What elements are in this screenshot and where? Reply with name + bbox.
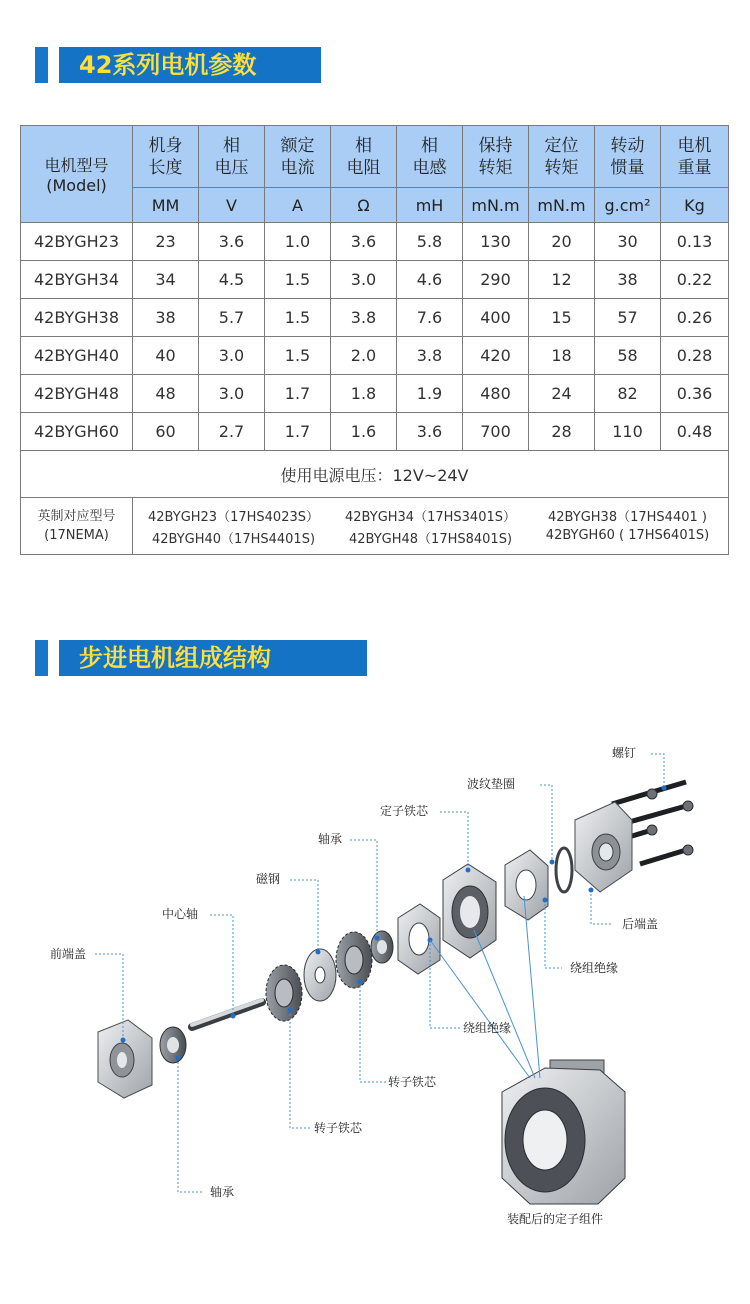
model-cell: 42BYGH60 xyxy=(21,413,133,451)
value-cell: 0.28 xyxy=(661,337,729,375)
nema-label-cell xyxy=(21,498,133,555)
value-cell: 7.6 xyxy=(397,299,463,337)
value-cell: 5.8 xyxy=(397,223,463,261)
header-unit-7: g.cm² xyxy=(595,188,661,223)
table-row xyxy=(21,223,729,261)
header-unit-0: MM xyxy=(133,188,199,223)
value-cell: 130 xyxy=(463,223,529,261)
value-cell: 20 xyxy=(529,223,595,261)
header-col-label: 转动 xyxy=(610,135,645,156)
header-col-label: 电压 xyxy=(214,157,249,178)
rotor-core-2-part xyxy=(336,932,372,988)
winding-insulation-part xyxy=(505,850,548,920)
label-rotor-core-1: 转子铁芯 xyxy=(314,1121,363,1135)
value-cell: 1.0 xyxy=(265,223,331,261)
center-shaft-part xyxy=(192,1000,262,1027)
value-cell: 110 xyxy=(595,413,661,451)
value-cell: 1.5 xyxy=(265,337,331,375)
banner-accent-bar xyxy=(35,640,48,676)
value-cell: 28 xyxy=(529,413,595,451)
value-cell: 420 xyxy=(463,337,529,375)
value-cell: 480 xyxy=(463,375,529,413)
value-cell: 0.26 xyxy=(661,299,729,337)
header-col-label: 长度 xyxy=(148,157,183,178)
model-cell: 42BYGH38 xyxy=(21,299,133,337)
header-col-label: 电阻 xyxy=(346,157,381,178)
header-model-label: 电机型号 xyxy=(44,156,109,175)
header-col-label: 保持 xyxy=(478,135,513,156)
value-cell: 3.6 xyxy=(397,413,463,451)
table-row xyxy=(21,375,729,413)
label-winding-insulation-right: 绕组绝缘 xyxy=(570,961,619,975)
label-assembled-stator: 装配后的定子组件 xyxy=(507,1212,604,1226)
header-unit-3: Ω xyxy=(331,188,397,223)
front-cover-part xyxy=(98,1020,152,1098)
header-col-5 xyxy=(463,126,529,188)
nema-label: (17NEMA) xyxy=(44,528,109,543)
label-bearing-bottom: 轴承 xyxy=(210,1185,235,1199)
wave-washer-part xyxy=(556,848,572,892)
nema-map-item: 42BYGH60 ( 17HS6401S) xyxy=(545,527,710,543)
banner-accent-bar xyxy=(35,47,48,83)
value-cell: 38 xyxy=(595,261,661,299)
spec-table xyxy=(20,125,729,555)
value-cell: 3.6 xyxy=(331,223,397,261)
header-col-0 xyxy=(133,126,199,188)
header-model-cell xyxy=(21,126,133,223)
rear-cover-part xyxy=(575,802,632,892)
nema-map-item: 42BYGH48（17HS8401S) xyxy=(348,531,513,547)
header-col-label: 机身 xyxy=(148,135,183,156)
model-cell: 42BYGH40 xyxy=(21,337,133,375)
model-cell: 42BYGH48 xyxy=(21,375,133,413)
value-cell: 1.5 xyxy=(265,299,331,337)
header-unit-6: mN.m xyxy=(529,188,595,223)
label-rotor-core-2: 转子铁芯 xyxy=(388,1075,437,1089)
header-col-7 xyxy=(595,126,661,188)
label-front-cover: 前端盖 xyxy=(50,947,87,961)
value-cell: 700 xyxy=(463,413,529,451)
section-title: 42系列电机参数 xyxy=(59,47,321,83)
header-col-label: 电感 xyxy=(412,157,447,178)
value-cell: 58 xyxy=(595,337,661,375)
value-cell: 3.8 xyxy=(397,337,463,375)
value-cell: 4.5 xyxy=(199,261,265,299)
magnet-part xyxy=(304,949,336,1001)
value-cell: 23 xyxy=(133,223,199,261)
bearing-top-part xyxy=(371,931,393,963)
value-cell: 3.0 xyxy=(331,261,397,299)
value-cell: 1.5 xyxy=(265,261,331,299)
value-cell: 12 xyxy=(529,261,595,299)
label-magnet: 磁钢 xyxy=(256,872,281,886)
model-cell: 42BYGH34 xyxy=(21,261,133,299)
value-cell: 40 xyxy=(133,337,199,375)
header-unit-8: Kg xyxy=(661,188,729,223)
label-winding-insulation-mid: 绕组绝缘 xyxy=(463,1021,512,1035)
table-header-row xyxy=(21,126,729,188)
value-cell: 34 xyxy=(133,261,199,299)
stator-core-part xyxy=(443,864,496,958)
assembled-stator-part xyxy=(502,1060,625,1204)
nema-map-cell xyxy=(133,498,729,555)
header-col-label: 转矩 xyxy=(478,157,513,178)
header-col-6 xyxy=(529,126,595,188)
value-cell: 1.7 xyxy=(265,413,331,451)
label-wave-washer: 波纹垫圈 xyxy=(467,777,516,791)
exploded-motor-diagram xyxy=(0,720,750,1304)
value-cell: 2.0 xyxy=(331,337,397,375)
header-col-1 xyxy=(199,126,265,188)
value-cell: 5.7 xyxy=(199,299,265,337)
value-cell: 0.22 xyxy=(661,261,729,299)
value-cell: 1.6 xyxy=(331,413,397,451)
value-cell: 0.13 xyxy=(661,223,729,261)
header-col-label: 惯量 xyxy=(610,157,645,178)
nema-map-item: 42BYGH23（17HS4023S） xyxy=(148,509,319,525)
header-col-label: 相 xyxy=(355,135,372,156)
nema-map-item: 42BYGH38（17HS4401 ) xyxy=(548,509,707,525)
value-cell: 290 xyxy=(463,261,529,299)
value-cell: 18 xyxy=(529,337,595,375)
value-cell: 3.6 xyxy=(199,223,265,261)
header-col-4 xyxy=(397,126,463,188)
value-cell: 3.0 xyxy=(199,375,265,413)
value-cell: 0.48 xyxy=(661,413,729,451)
nema-map-item: 42BYGH40（17HS4401S) xyxy=(151,531,316,547)
nema-label: 英制对应型号 xyxy=(37,509,116,524)
header-col-label: 电流 xyxy=(280,157,315,178)
header-col-label: 额定 xyxy=(280,135,315,156)
header-col-8 xyxy=(661,126,729,188)
value-cell: 82 xyxy=(595,375,661,413)
header-unit-5: mN.m xyxy=(463,188,529,223)
rotor-core-1-part xyxy=(266,965,302,1021)
value-cell: 30 xyxy=(595,223,661,261)
header-col-label: 转矩 xyxy=(544,157,579,178)
value-cell: 4.6 xyxy=(397,261,463,299)
table-row xyxy=(21,337,729,375)
header-model-en-label: (Model) xyxy=(46,176,107,195)
voltage-note: 使用电源电压：12V~24V xyxy=(21,451,729,498)
value-cell: 3.8 xyxy=(331,299,397,337)
value-cell: 38 xyxy=(133,299,199,337)
bearing-bottom-part xyxy=(160,1027,186,1063)
header-unit-1: V xyxy=(199,188,265,223)
value-cell: 3.0 xyxy=(199,337,265,375)
header-col-2 xyxy=(265,126,331,188)
table-row xyxy=(21,261,729,299)
value-cell: 15 xyxy=(529,299,595,337)
voltage-note-row xyxy=(21,451,729,498)
label-stator-core: 定子铁芯 xyxy=(380,804,429,818)
table-row xyxy=(21,299,729,337)
header-unit-4: mH xyxy=(397,188,463,223)
label-center-shaft: 中心轴 xyxy=(162,907,199,921)
value-cell: 1.8 xyxy=(331,375,397,413)
value-cell: 2.7 xyxy=(199,413,265,451)
nema-row xyxy=(21,498,729,555)
model-cell: 42BYGH23 xyxy=(21,223,133,261)
section-title: 步进电机组成结构 xyxy=(59,640,367,676)
value-cell: 60 xyxy=(133,413,199,451)
value-cell: 1.9 xyxy=(397,375,463,413)
table-row xyxy=(21,413,729,451)
label-rear-cover: 后端盖 xyxy=(622,917,659,931)
header-col-label: 相 xyxy=(223,135,240,156)
label-bearing-top: 轴承 xyxy=(318,832,343,846)
header-col-label: 相 xyxy=(421,135,438,156)
header-col-3 xyxy=(331,126,397,188)
header-col-label: 重量 xyxy=(677,157,712,178)
value-cell: 48 xyxy=(133,375,199,413)
value-cell: 0.36 xyxy=(661,375,729,413)
header-col-label: 电机 xyxy=(677,135,712,156)
value-cell: 24 xyxy=(529,375,595,413)
value-cell: 400 xyxy=(463,299,529,337)
nema-map-item: 42BYGH34（17HS3401S） xyxy=(345,509,516,525)
value-cell: 57 xyxy=(595,299,661,337)
label-screw: 螺钉 xyxy=(612,746,637,760)
header-unit-2: A xyxy=(265,188,331,223)
value-cell: 1.7 xyxy=(265,375,331,413)
header-col-label: 定位 xyxy=(544,135,579,156)
winding-insulation-mid-part xyxy=(398,904,440,974)
